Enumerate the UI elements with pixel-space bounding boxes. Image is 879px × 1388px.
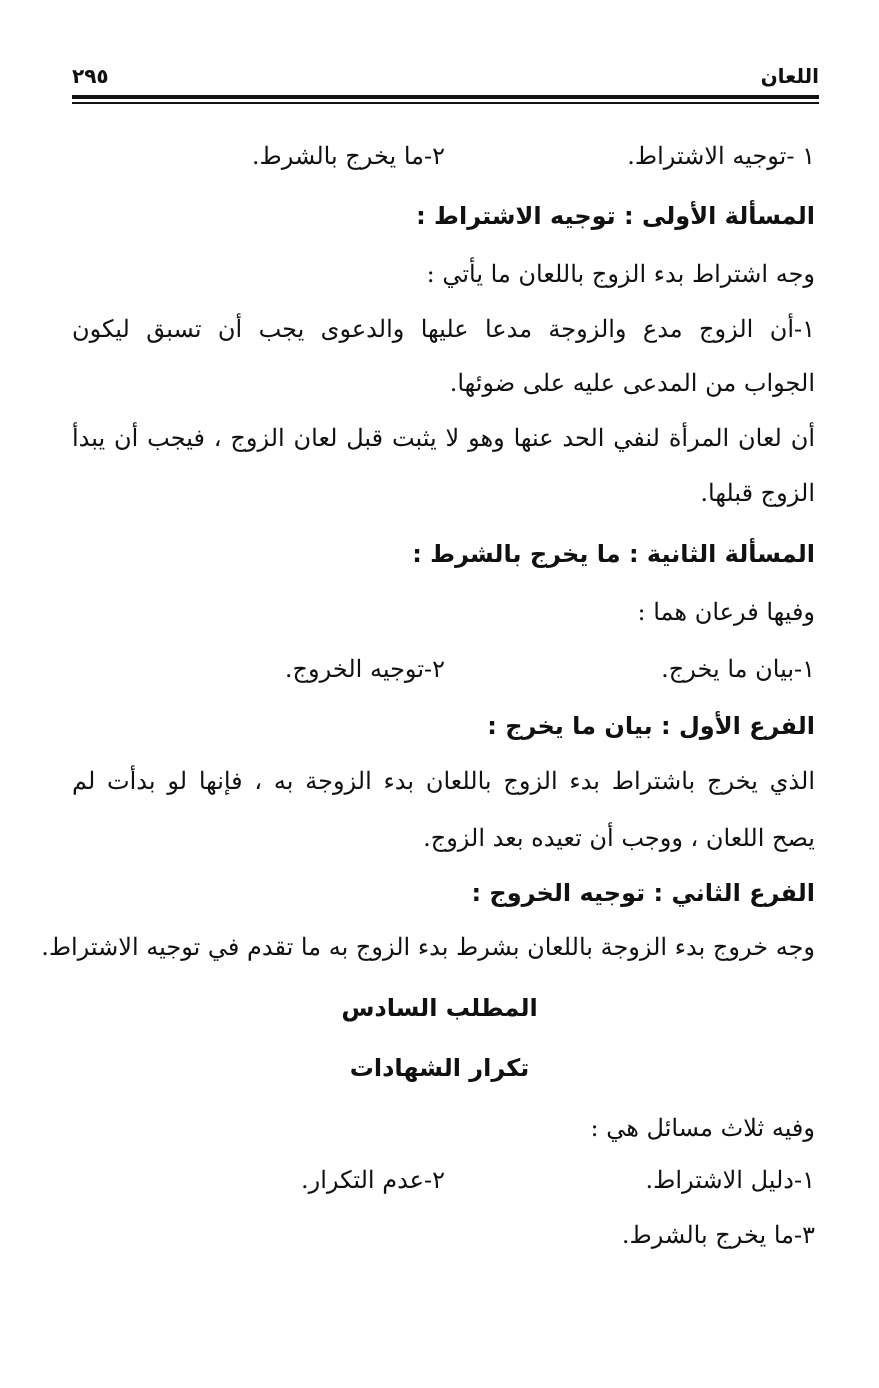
chapter-title: المطلب السادس: [341, 994, 538, 1022]
page-number: ٢٩٥: [72, 64, 109, 88]
list-item: ١-بيان ما يخرج.: [661, 655, 815, 683]
list-item: ٢-عدم التكرار.: [300, 1166, 445, 1194]
paragraph-line: ١-أن الزوج مدع والزوجة مدعا عليها والدعوى يجب أن تسبق ليكون: [72, 315, 815, 343]
list-item: ٣-ما يخرج بالشرط.: [621, 1221, 815, 1249]
paragraph-line: وجه خروج بدء الزوجة باللعان بشرط بدء الزوج به ما تقدم في توجيه الاشتراط.: [41, 933, 815, 961]
paragraph-line: وجه اشتراط بدء الزوج باللعان ما يأتي :: [426, 260, 815, 288]
paragraph-line: وفيها فرعان هما :: [637, 598, 815, 626]
section-heading: المسألة الأولى : توجيه الاشتراط :: [416, 202, 815, 230]
list-item: ١-دليل الاشتراط.: [645, 1166, 815, 1194]
paragraph-line: أن لعان المرأة لنفي الحد عنها وهو لا يثبت قبل لعان الزوج ، فيجب أن يبدأ: [72, 424, 815, 452]
header-rule-thin: [72, 102, 819, 104]
paragraph-line: الزوج قبلها.: [700, 479, 815, 507]
section-heading: المسألة الثانية : ما يخرج بالشرط :: [412, 540, 815, 568]
paragraph-line: وفيه ثلاث مسائل هي :: [590, 1114, 815, 1142]
running-header: [72, 64, 819, 90]
header-title: اللعان: [760, 64, 819, 88]
list-item: ٢-ما يخرج بالشرط.: [251, 142, 445, 170]
header-rule-thick: [72, 95, 819, 99]
paragraph-line: يصح اللعان ، ووجب أن تعيده بعد الزوج.: [423, 824, 815, 852]
subsection-heading: الفرع الثاني : توجيه الخروج :: [471, 879, 815, 907]
paragraph-line: الذي يخرج باشتراط بدء الزوج باللعان بدء الزوجة به ، فإنها لو بدأت لم: [72, 767, 815, 795]
list-item: ١ -توجيه الاشتراط.: [627, 142, 815, 170]
list-item: ٢-توجيه الخروج.: [284, 655, 445, 683]
chapter-subtitle: تكرار الشهادات: [349, 1054, 530, 1082]
subsection-heading: الفرع الأول : بيان ما يخرج :: [487, 712, 815, 740]
paragraph-line: الجواب من المدعى عليه على ضوئها.: [449, 369, 815, 397]
